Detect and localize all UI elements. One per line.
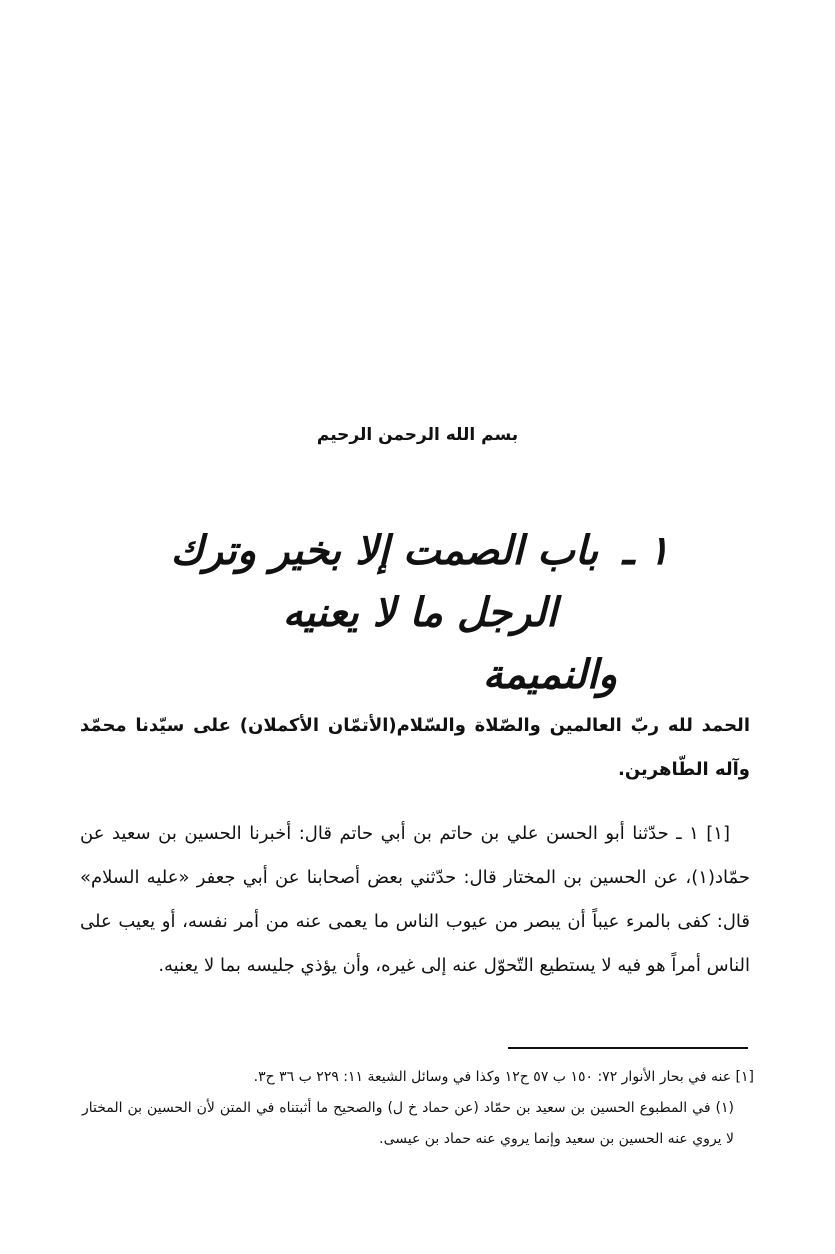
chapter-number: ١ ـ: [622, 527, 670, 574]
footnotes: [82, 1062, 754, 1155]
footnote-divider: [508, 1047, 748, 1049]
intro-paragraph: [80, 704, 750, 792]
hadith-text: [١] ١ ـ حدّثنا أبو الحسن علي بن حاتم بن أبي حاتم قال: أخبرنا الحسين بن سعيد عن حمّاد(١)، عن الحسين بن المختار قال: حدّثني بعض أصحابنا عن أبي جعفر «عليه السلام» قال: كفى بالمرء عيباً أن يبصر من عيوب الناس ما يعمى عنه من أمر نفسه، أو يعيب على الناس أمراً هو فيه لا يستطيع التّحوّل عنه إلى غيره، وأن يؤذي جليسه بما لا يعنيه.: [80, 823, 750, 976]
chapter-title: [120, 520, 720, 706]
chapter-title-line2: والنميمة: [482, 651, 618, 698]
footnote-1: [١] عنه في بحار الأنوار ٧٢: ١٥٠ ب ٥٧ ح١٢ وكذا في وسائل الشيعة ١١: ٢٢٩ ب ٣٦ ح٣.: [253, 1069, 754, 1085]
intro-text: الحمد لله ربّ العالمين والصّلاة والسّلام(الأتمّان الأكملان) على سيّدنا محمّد وآله الطّاهرين.: [80, 715, 750, 780]
chapter-title-line1: [120, 520, 720, 644]
hadith-paragraph: [80, 812, 750, 988]
basmala: بسم الله الرحمن الرحيم: [316, 425, 519, 445]
footnote-2: (١) في المطبوع الحسين بن سعيد بن حمّاد (عن حماد خ ل) والصحيح ما أثبتناه في المتن لأن الحسين بن المختار لا يروي عنه الحسين بن سعيد وإنما يروي عنه حماد بن عيسى.: [82, 1100, 734, 1147]
chapter-title-text: باب الصمت إلا بخير وترك الرجل ما لا يعنيه: [170, 527, 599, 636]
